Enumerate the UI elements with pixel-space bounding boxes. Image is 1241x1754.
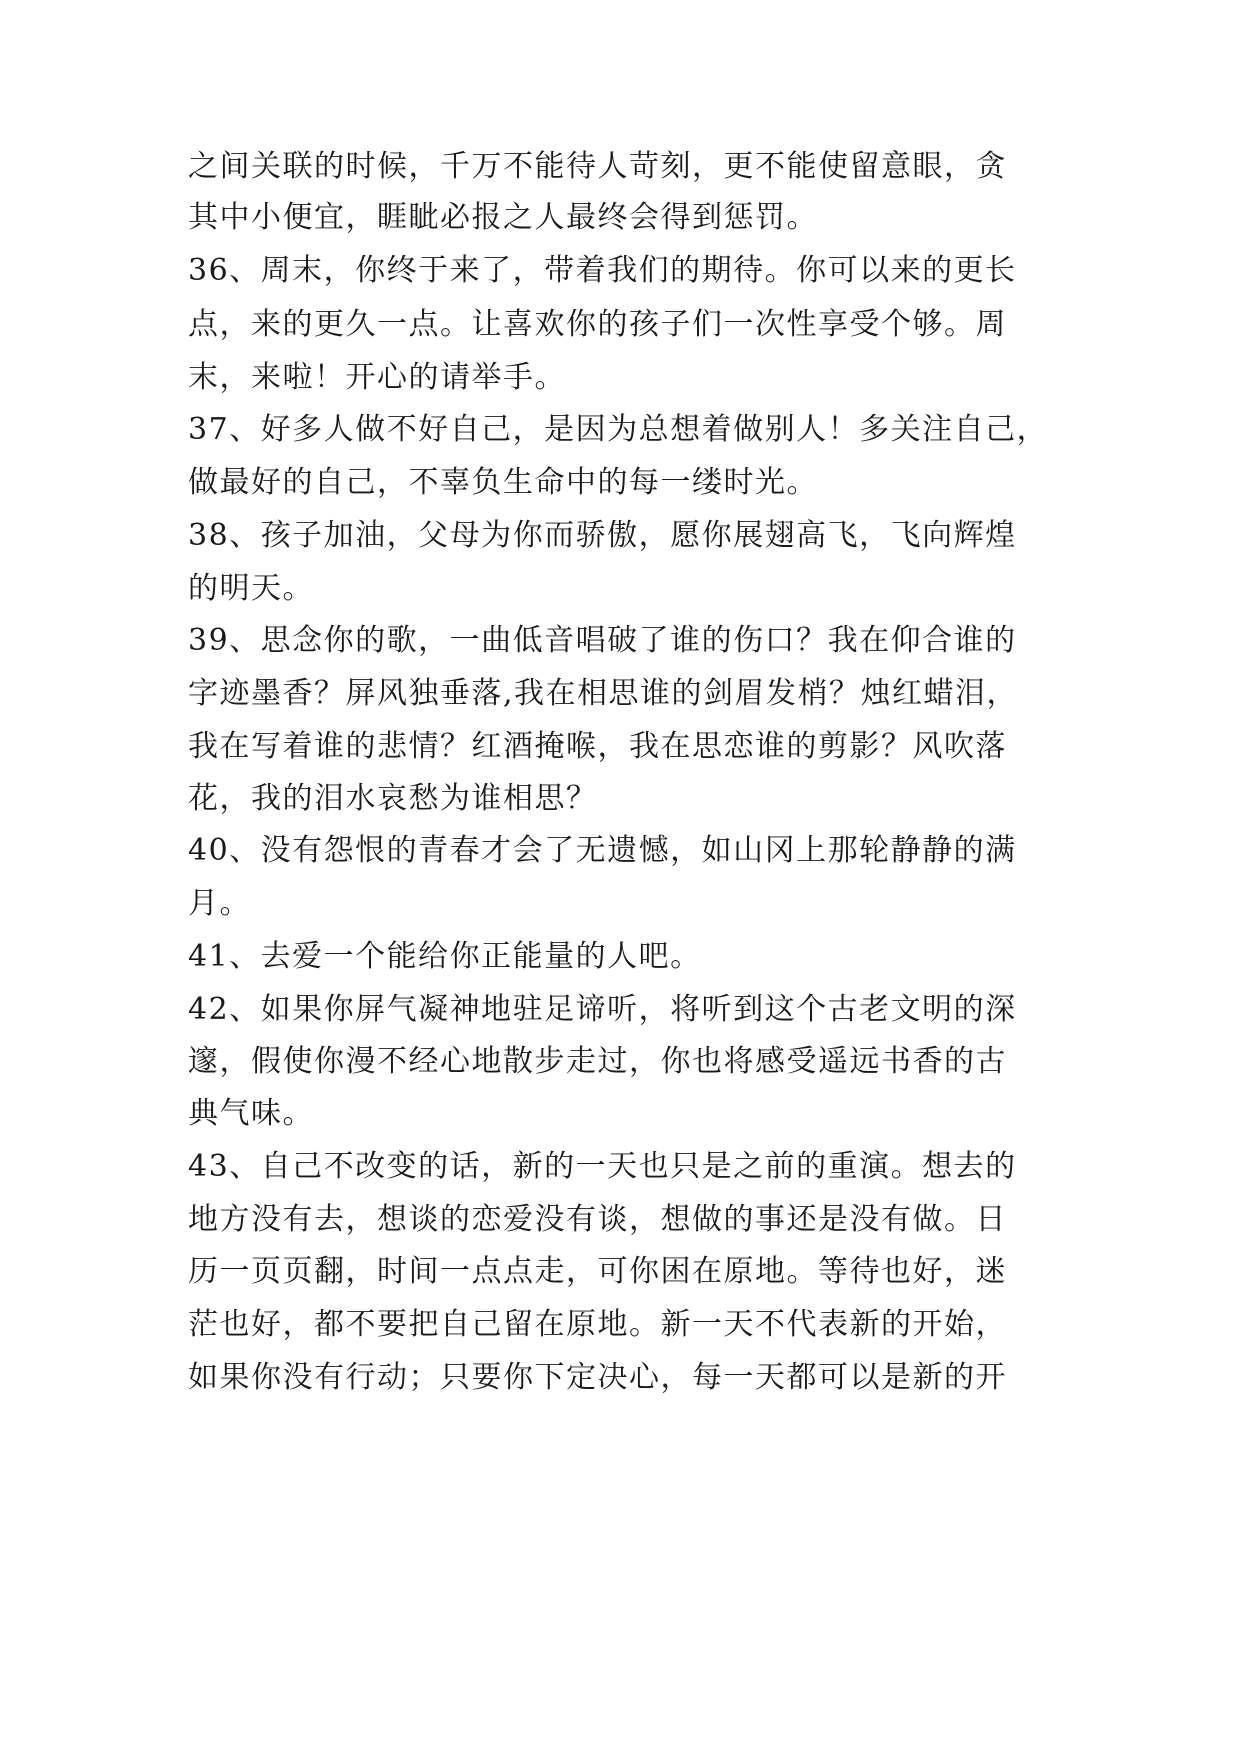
text-line: 茫也好，都不要把自己留在原地。新一天不代表新的开始， [188,1307,1007,1342]
text-line: 点，来的更久一点。让喜欢你的孩子们一次性享受个够。周 [188,307,1007,342]
text-line: 邃，假使你漫不经心地散步走过，你也将感受遥远书香的古 [188,1044,1007,1079]
text-line: 42、如果你屏气凝神地驻足谛听，将听到这个古老文明的深 [188,992,1017,1027]
text-line: 我在写着谁的悲情？红酒掩喉，我在思恋谁的剪影？风吹落 [188,729,1007,764]
text-line: 月。 [188,886,251,921]
text-line: 其中小便宜，睚眦必报之人最终会得到惩罚。 [188,200,818,235]
text-line: 36、周末，你终于来了，带着我们的期待。你可以来的更长 [188,253,1017,288]
text-line: 历一页页翻，时间一点点走，可你困在原地。等待也好，迷 [188,1254,1007,1289]
text-line: 41、去爱一个能给你正能量的人吧。 [188,939,702,974]
text-line: 37、好多人做不好自己，是因为总想着做别人！多关注自己， [188,412,1049,447]
text-line: 地方没有去，想谈的恋爱没有谈，想做的事还是没有做。日 [188,1202,1007,1237]
text-line: 花，我的泪水哀愁为谁相思？ [188,781,598,816]
text-line: 如果你没有行动；只要你下定决心，每一天都可以是新的开 [188,1360,1007,1395]
text-line: 末，来啦！开心的请举手。 [188,360,566,395]
text-line: 43、自己不改变的话，新的一天也只是之前的重演。想去的 [188,1149,1017,1184]
text-line: 之间关联的时候，千万不能待人苛刻，更不能使留意眼，贪 [188,149,1007,184]
text-line: 字迹墨香？屏风独垂落,我在相思谁的剑眉发梢？烛红蜡泪， [188,676,1019,711]
text-line: 39、思念你的歌，一曲低音唱破了谁的伤口？我在仰合谁的 [188,623,1017,658]
text-line: 典气味。 [188,1096,314,1131]
text-line: 38、孩子加油，父母为你而骄傲，愿你展翅高飞，飞向辉煌 [188,518,1017,553]
text-line: 的明天。 [188,571,314,606]
text-line: 40、没有怨恨的青春才会了无遗憾，如山冈上那轮静静的满 [188,833,1017,868]
text-line: 做最好的自己，不辜负生命中的每一缕时光。 [188,465,818,500]
